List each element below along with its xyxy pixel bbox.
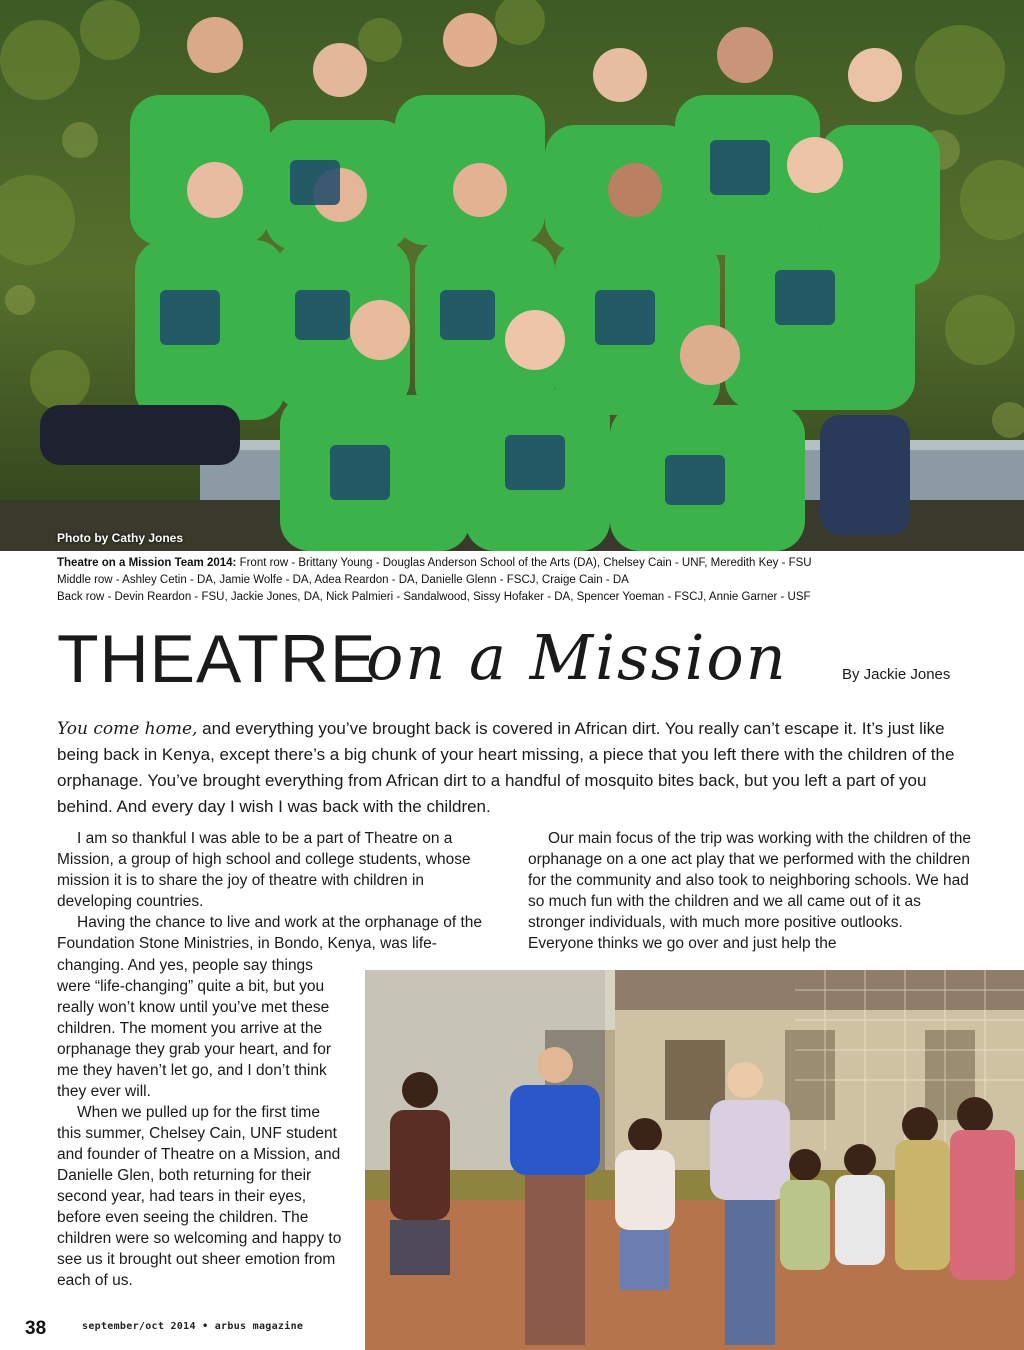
children-photo — [365, 970, 1024, 1350]
caption-lead: Theatre on a Mission Team 2014: — [57, 557, 237, 569]
children-photo-illustration — [365, 970, 1024, 1350]
footer-issue: september/oct 2014 • arbus magazine — [82, 1321, 304, 1332]
headline-script: on a Mission — [366, 621, 788, 694]
body-paragraph-1: I am so thankful I was able to be a part of Theatre on a Mission, a group of high school and college students, whose mission it is to share the joy of theatre with children in developing countries. — [57, 830, 471, 910]
intro-text: and everything you’ve brought back is covered in African dirt. You really can’t escape it. It’s just like being back in Kenya, except there’s a big chunk of your heart missing, a piece that you left there with the children of the orphanage. You’ve brought everything from African dirt to a handful of mosquito bites back, but you left a part of you behind. And every day I wish I was back with the children. — [57, 719, 955, 816]
page-number: 38 — [25, 1318, 47, 1339]
body-paragraph-3: When we pulled up for the first time this summer, Chelsey Cain, UNF student and founder of Theatre on a Mission, and Danielle Glen, both returning for their second year, had tears in their eyes, before even seeing the children. The children were so welcoming and happy to see us it brought out sheer emotion from each of us. — [57, 1104, 342, 1289]
caption-middle-row: Middle row - Ashley Cetin - DA, Jamie Wolfe - DA, Adea Reardon - DA, Danielle Glenn - FSCJ, Craige Cain - DA — [57, 574, 629, 586]
photo-caption — [57, 555, 997, 606]
group-photo — [0, 0, 1024, 551]
body-paragraph-4: Our main focus of the trip was working with the children of the orphanage on a one act play that we performed with the children for the community and also took to neighboring schools. We had so much fun with the children and we all came out of it as stronger individuals, with much more positive outlooks. Everyone thinks we go over and just help the — [528, 830, 972, 952]
body-paragraph-2-start: Having the chance to live and work at the orphanage of the Foundation Stone Ministries, in Bondo, Kenya, was life- — [57, 914, 482, 952]
article-headline — [57, 620, 967, 700]
group-photo-illustration — [0, 0, 1024, 551]
headline-main: THEATRE — [57, 621, 377, 697]
body-column-right — [528, 828, 972, 954]
photo-credit: Photo by Cathy Jones — [57, 531, 184, 545]
caption-front-row-text: Front row - Brittany Young - Douglas Anderson School of the Arts (DA), Chelsey Cain - UNF, Meredith Key - FSU — [236, 557, 812, 569]
intro-paragraph — [57, 716, 975, 820]
body-column-left-top — [57, 828, 494, 954]
body-paragraph-2-end: changing. And yes, people say things were “life-changing” quite a bit, but you really won’t know until you’ve met these children. The moment you arrive at the orphanage they grab your heart, and for me they haven’t let go, and I don’t think they ever will. — [57, 957, 332, 1100]
body-column-left-bottom — [57, 955, 347, 1291]
byline: By Jackie Jones — [842, 666, 951, 683]
intro-lead: You come home, — [57, 719, 198, 739]
front-row-people — [280, 300, 805, 551]
caption-back-row: Back row - Devin Reardon - FSU, Jackie Jones, DA, Nick Palmieri - Sandalwood, Sissy Hofaker - DA, Spencer Yoeman - FSCJ, Annie Garner - USF — [57, 591, 811, 603]
caption-front-row — [57, 555, 997, 572]
